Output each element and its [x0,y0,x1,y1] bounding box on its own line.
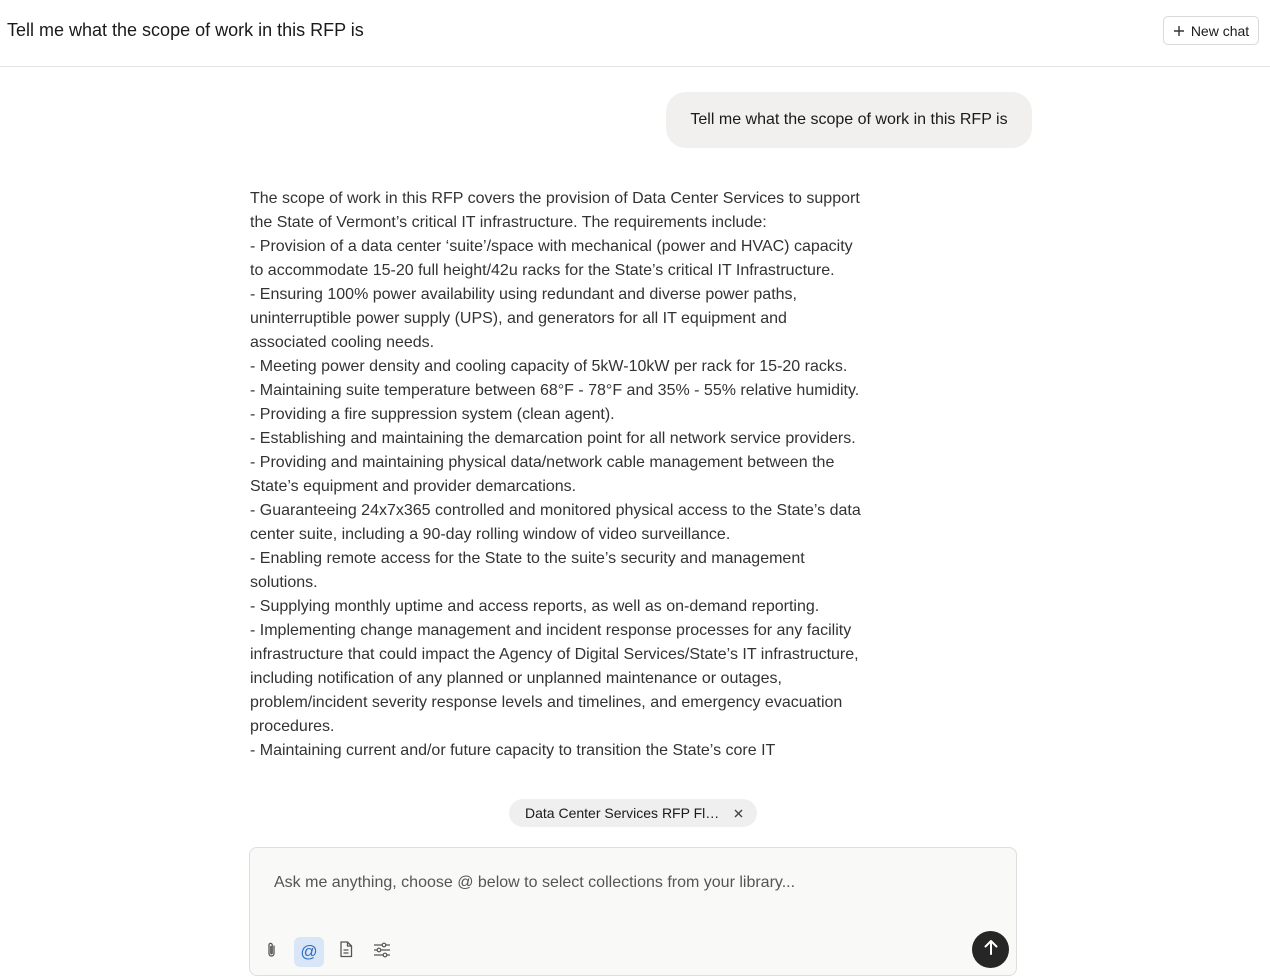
header [0,0,1270,67]
answer-line: - Providing and maintaining physical data/network cable management between the State’s equipment and provider demarcations. [250,454,835,495]
answer-line: - Maintaining suite temperature between 68°F - 78°F and 35% - 55% relative humidity. [250,382,860,399]
document-button[interactable] [331,937,361,967]
answer-line: - Supplying monthly uptime and access reports, as well as on-demand reporting. [250,598,820,615]
answer-line: - Implementing change management and incident response processes for any facility infrastructure that could impact the Agency of Digital Services/State’s IT infrastructure, including notification of any planned or unplanned maintenance or outages, problem/incident severity response levels and timelines, and emergency evacuation procedures. [250,622,859,735]
attachment-chip[interactable] [509,799,757,827]
plus-icon [1173,25,1185,37]
paperclip-icon [264,941,280,964]
new-chat-button[interactable] [1163,16,1259,45]
at-sign-icon: @ [300,942,318,961]
user-message [666,92,1032,148]
answer-line: - Meeting power density and cooling capacity of 5kW-10kW per rack for 15-20 racks. [250,358,848,375]
document-icon [339,941,353,963]
chat-input[interactable] [266,868,996,898]
composer [249,847,1017,976]
user-message-text: Tell me what the scope of work in this RFP is [690,111,1008,128]
sliders-icon [373,942,391,963]
answer-line: - Guaranteeing 24x7x365 controlled and monitored physical access to the State’s data center suite, including a 90-day rolling window of video surveillance. [250,502,861,543]
answer-line: - Providing a fire suppression system (clean agent). [250,406,615,423]
answer-line: The scope of work in this RFP covers the provision of Data Center Services to support the State of Vermont’s critical IT infrastructure. The requirements include: [250,190,860,231]
page-title: Tell me what the scope of work in this RFP is [7,20,364,40]
assistant-answer [250,187,866,789]
answer-line: - Ensuring 100% power availability using redundant and diverse power paths, uninterruptible power supply (UPS), and generators for all IT equipment and associated cooling needs. [250,286,797,351]
settings-button[interactable] [367,937,397,967]
arrow-up-icon [984,939,998,960]
answer-line: - Enabling remote access for the State to the suite’s security and management solutions. [250,550,805,591]
answer-line: - Establishing and maintaining the demarcation point for all network service providers. [250,430,856,447]
mention-button[interactable] [294,937,324,967]
send-button[interactable] [972,931,1009,968]
close-icon[interactable] [731,806,745,820]
answer-line: - Provision of a data center ‘suite’/space with mechanical (power and HVAC) capacity to accommodate 15-20 full height/42u racks for the State’s critical IT Infrastructure. [250,238,853,279]
attach-button[interactable] [257,937,287,967]
attachment-label: Data Center Services RFP Fl… [525,805,720,821]
answer-line: - Maintaining current and/or future capacity to transition the State’s core IT [250,742,776,759]
new-chat-label: New chat [1190,22,1250,39]
